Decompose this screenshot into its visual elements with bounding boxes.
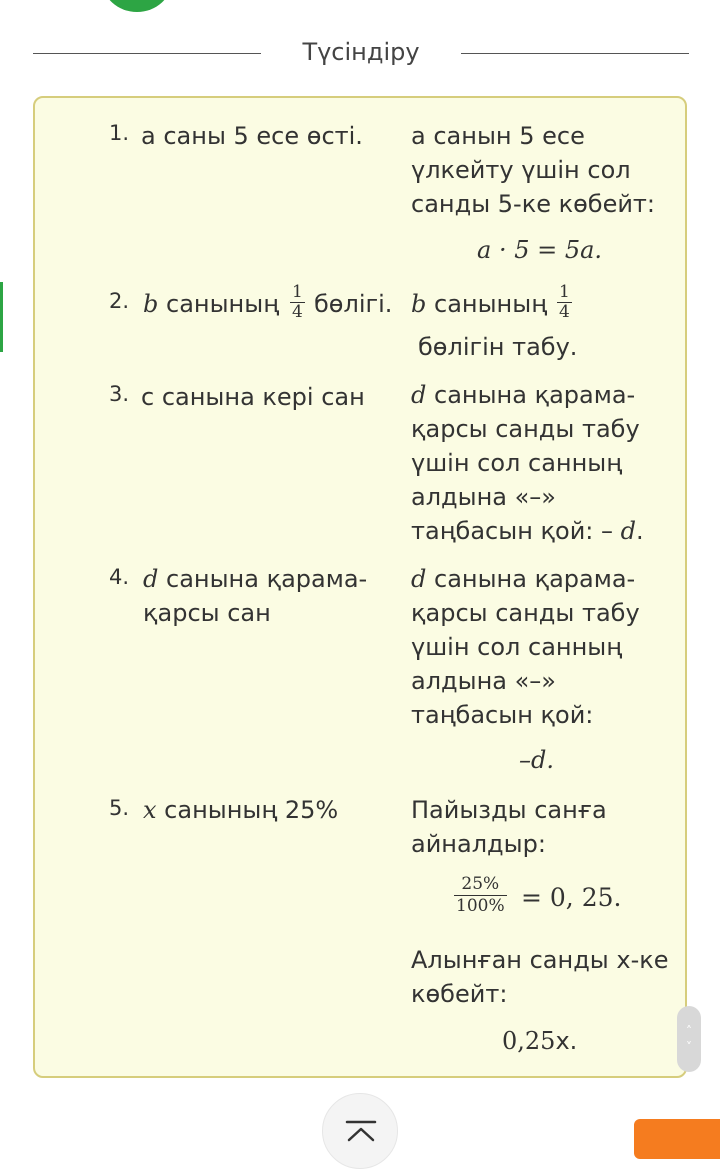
row-4-formula: –d. — [519, 746, 554, 774]
row-3-right-line-5: таңбасын қой: – d. — [411, 517, 644, 545]
row-1-right-line-2: үлкейту үшін сол — [411, 156, 631, 184]
var-x: x — [616, 946, 631, 974]
var-c: c — [141, 383, 155, 411]
row-4-right-line-1: d санына қарама- — [411, 565, 636, 593]
row-1-formula: a · 5 = 5a. — [477, 236, 603, 264]
row-4-right-line-2: қарсы санды табу — [411, 599, 640, 627]
fraction-one-quarter: $\frac{1}{4}$ — [292, 282, 303, 322]
row-1-left: a саны 5 есе өсті. — [141, 122, 363, 150]
row-5-left: x санының 25% — [143, 796, 339, 824]
row-3-right-line-4: алдына «–» — [411, 483, 556, 511]
row-3-right-line-3: үшін сол санның — [411, 449, 623, 477]
status-circle — [102, 0, 172, 12]
var-d: d — [411, 565, 427, 593]
var-d: d — [411, 381, 427, 409]
row-5-right-line-1: Пайызды санға — [411, 796, 607, 824]
row-2-left: b санының — [143, 290, 280, 318]
row-5-right-line-4: көбейт: — [411, 980, 508, 1008]
row-1-right-line-3: санды 5-ке көбейт: — [411, 190, 655, 218]
fraction-one-quarter: $\frac{1}{4}$ — [559, 282, 570, 322]
var-a: a — [411, 122, 426, 150]
explanation-title: Түсіндіру — [302, 38, 420, 66]
var-d: d — [143, 565, 159, 593]
row-5-final-value: 0,25x. — [502, 1027, 578, 1055]
fraction-25-over-100-percent: $\frac{25\%}{100\%}$ — [456, 874, 505, 916]
row-2-left-suffix: бөлігі. — [314, 290, 393, 318]
row-3-right-line-2: қарсы санды табу — [411, 415, 640, 443]
row-2-right-line-2: бөлігін табу. — [418, 333, 578, 361]
row-4-right-line-4: алдына «–» — [411, 667, 556, 695]
row-4-right-line-5: таңбасын қой: — [411, 701, 594, 729]
scroll-to-top-button[interactable] — [322, 1093, 398, 1169]
var-b: b — [143, 290, 159, 318]
row-5-right-line-2: айналдыр: — [411, 830, 546, 858]
scroll-down-arrow-icon: ˅ — [686, 1040, 692, 1054]
var-d: d — [620, 517, 637, 545]
var-a: a — [141, 122, 156, 150]
row-3-right-line-1: d санына қарама- — [411, 381, 636, 409]
row-number: 4. — [109, 565, 130, 589]
header-divider-left — [33, 53, 261, 54]
scrollbar-handle[interactable] — [677, 1006, 701, 1072]
row-4-left-line-2: қарсы сан — [143, 599, 271, 627]
row-number: 2. — [109, 289, 130, 313]
var-b: b — [411, 290, 427, 318]
row-number: 5. — [109, 796, 130, 820]
row-5-right-line-3: Алынған санды x-ке — [411, 946, 669, 974]
next-button[interactable] — [634, 1119, 720, 1159]
row-4-right-line-3: үшін сол санның — [411, 633, 623, 661]
row-2-right: b санының — [411, 290, 548, 318]
header-divider-right — [461, 53, 689, 54]
var-x: x — [143, 796, 157, 824]
var-x: x — [555, 1027, 570, 1055]
scroll-up-arrow-icon: ˄ — [686, 1024, 692, 1038]
row-5-formula-result: = 0, 25. — [521, 883, 622, 912]
row-number: 3. — [109, 382, 130, 406]
double-chevron-up-icon — [345, 1120, 377, 1144]
side-tab-indicator[interactable] — [0, 282, 3, 352]
row-3-left: c санына кері сан — [141, 383, 365, 411]
row-4-left-line-1: d санына қарама- — [143, 565, 368, 593]
row-number: 1. — [109, 121, 130, 145]
row-1-right-line-1: a санын 5 есе — [411, 122, 585, 150]
